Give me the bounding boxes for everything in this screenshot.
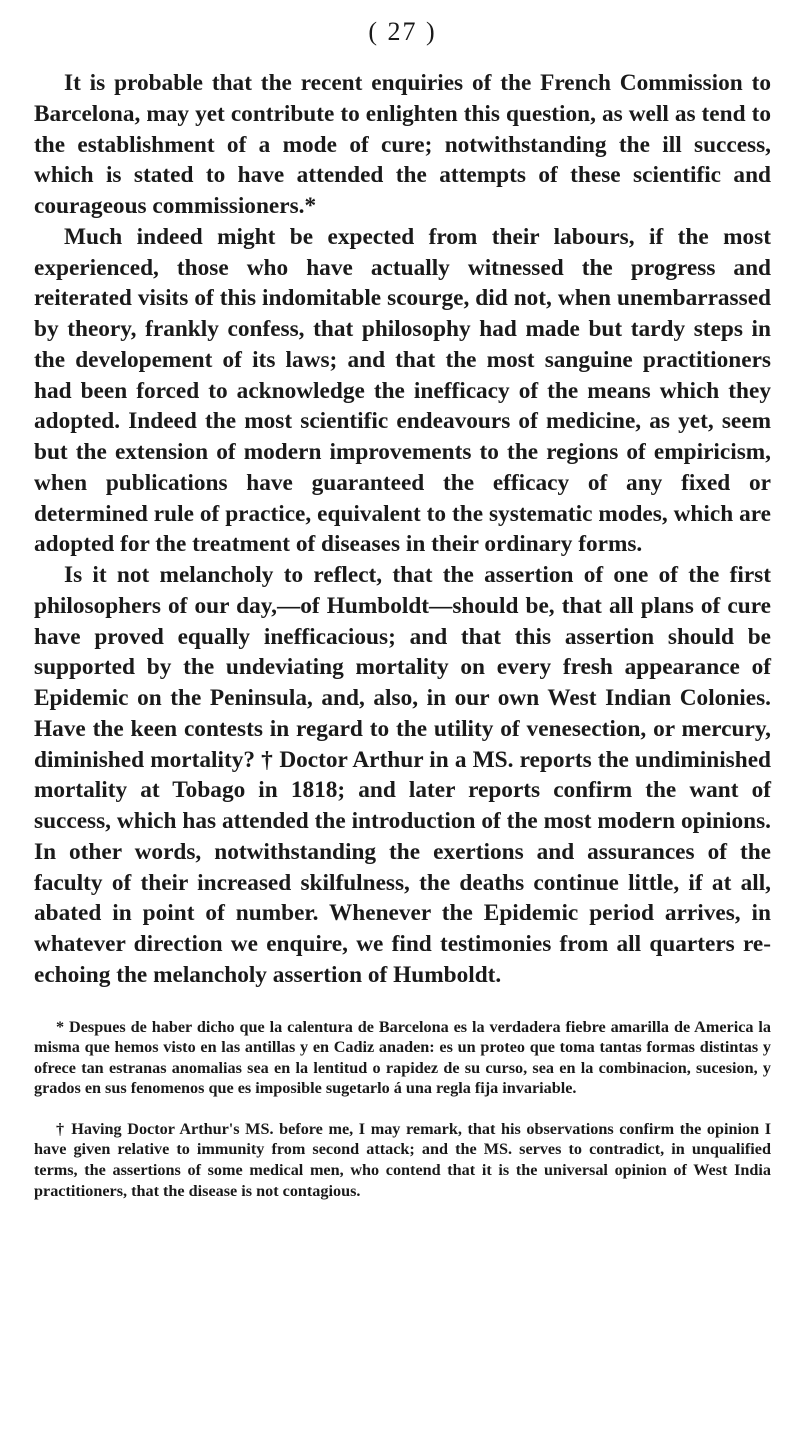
page-number: ( 27 ) — [368, 17, 437, 46]
paragraph-labours: Much indeed might be expected from their labours, if the most experienced, those who have actually witnessed the progress and reiterated visits of this indomitable scourge, did not, when unembarrassed by theory, frankly confess, that philosophy had made but tardy steps in the developement of its laws; and that the most sanguine practitioners had been forced to acknowledge the inefficacy of the means which they adopted. Indeed the most scientific endeavours of medicine, as yet, seem but the extension of modern improvements to the regions of empiricism, when publications have guaranteed the efficacy of any fixed or determined rule of practice, equivalent to the systematic modes, which are adopted for the treatment of diseases in their ordinary forms. — [34, 223, 771, 558]
body-text — [34, 68, 771, 991]
footnotes — [34, 1017, 771, 1202]
paragraph-french-commission: It is probable that the recent enquiries of the French Commission to Barcelona, may yet contribute to enlighten this question, as well as tend to the establishment of a mode of cure; notwithstanding the ill success, which is stated to have attended the attempts of these scientific and courageous commissioners.* — [34, 70, 771, 219]
footnote-spanish-quote: * Despues de haber dicho que la calentura de Barcelona es la verdadera fiebre amarilla de America la misma que hemos visto en las antillas y en Cadiz anaden: es un proteo que toma tantas formas distintas y ofrece tan estranas anomalias sea en la lentitud o rapidez de su curso, sea en la combinacion, sucesion, y grados en sus fenomenos que es imposible sugetarlo á una regla fija invariable. — [34, 1017, 771, 1098]
footnote-doctor-arthur: † Having Doctor Arthur's MS. before me, I may remark, that his observations confirm the opinion I have given relative to immunity from second attack; and the MS. serves to contradict, in unqualified terms, the assertions of some medical men, who contend that it is the universal opinion of West India practitioners, that the disease is not contagious. — [34, 1119, 771, 1200]
paragraph-humboldt: Is it not melancholy to reflect, that the assertion of one of the first philosophers of our day,—of Humboldt—should be, that all plans of cure have proved equally inefficacious; and that this assertion should be supported by the undeviating mortality on every fresh appearance of Epidemic on the Peninsula, and, also, in our own West Indian Colonies. Have the keen contests in regard to the utility of venesection, or mercury, diminished mortality? † Doctor Arthur in a MS. reports the undiminished mortality at Tobago in 1818; and later reports confirm the want of success, which has attended the introduction of the most modern opinions. In other words, notwithstanding the exertions and assurances of the faculty of their increased skilfulness, the deaths continue little, if at all, abated in point of number. Whenever the Epidemic period arrives, in whatever direction we enquire, we find testimonies from all quarters re-echoing the melancholy assertion of Humboldt. — [34, 562, 771, 988]
